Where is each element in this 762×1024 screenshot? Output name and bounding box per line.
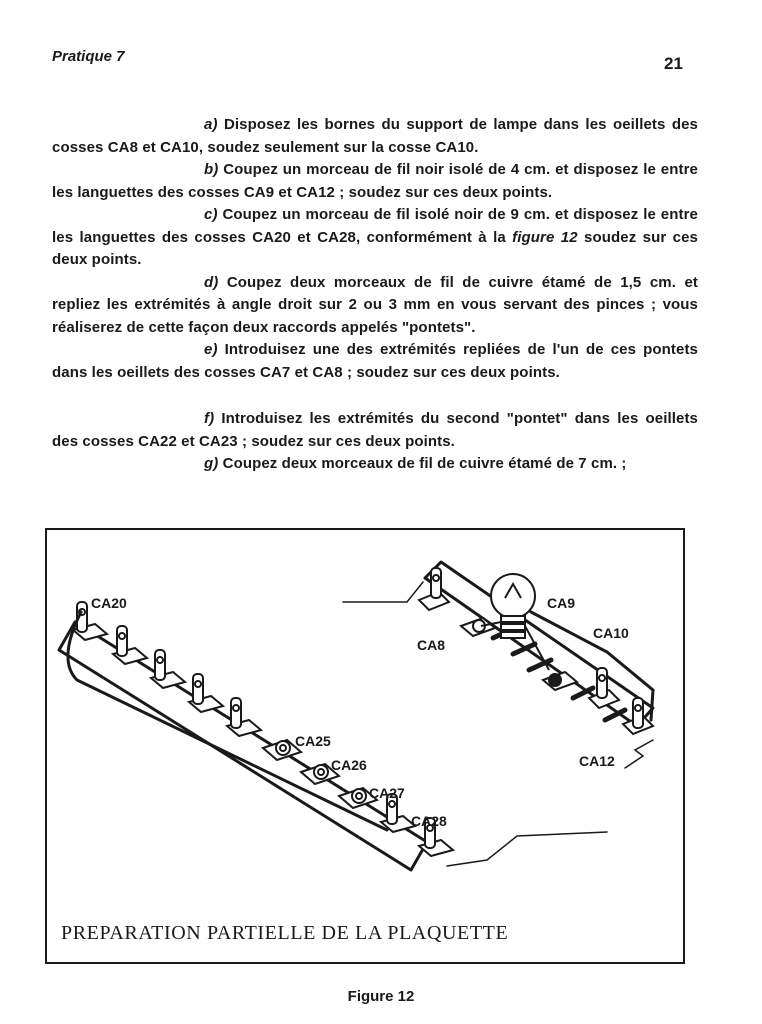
label-ca10: CA10 [593, 625, 629, 641]
lead-bottom [447, 832, 607, 866]
terminal-ca21 [113, 626, 147, 664]
label-ca8: CA8 [417, 637, 446, 653]
instructions [52, 114, 698, 476]
label-ca20: CA20 [91, 595, 127, 611]
page-number: 21 [664, 54, 683, 73]
figure-label: Figure 12 [347, 988, 415, 1005]
step-label: c) [204, 206, 218, 223]
step-d [52, 272, 698, 340]
step-text: Coupez deux morceaux de fil de cuivre étamé de 1,5 cm. et repliez les extrémités à angle droit sur 2 ou 3 mm en vous servant des pinces ; vous réaliserez de cette façon deux raccords appelés "pontets". [52, 273, 698, 336]
step-label: b) [204, 161, 219, 178]
label-ca25: CA25 [295, 733, 331, 749]
step-text: soudez sur ces deux points. [52, 228, 698, 268]
figure-frame [45, 528, 685, 964]
step-text: Coupez deux morceaux de fil de cuivre étamé de 7 cm. ; [222, 455, 627, 472]
label-ca12: CA12 [579, 753, 615, 769]
terminal-ca22 [151, 650, 185, 688]
lead-ca12 [625, 740, 653, 768]
step-a [52, 114, 698, 159]
terminal-ca24 [227, 698, 261, 736]
step-text: Coupez un morceau de fil isolé noir de 9 cm. et disposez le entre les languettes des cosses CA20 et CA28, conformément à la [52, 206, 698, 246]
step-text: Disposez les bornes du support de lampe dans les oeillets des cosses CA8 et CA10, soudez seulement sur la cosse CA10. [52, 116, 698, 156]
step-g [52, 453, 698, 476]
step-label: a) [204, 116, 218, 133]
label-ca9: CA9 [547, 595, 576, 611]
label-ca26: CA26 [331, 757, 367, 773]
step-label: f) [204, 410, 215, 427]
lead-left [343, 582, 423, 602]
step-e [52, 339, 698, 384]
step-label: d) [204, 273, 219, 291]
step-label: g) [204, 455, 219, 472]
label-ca27: CA27 [369, 785, 405, 801]
step-text: Introduisez les extrémités du second "pontet" dans les oeillets des cosses CA22 et CA23 ; soudez sur ces deux points. [52, 410, 698, 450]
board-strip-left [59, 622, 427, 870]
step-text: Coupez un morceau de fil noir isolé de 4 cm. et disposez le entre les languettes des cosses CA9 et CA12 ; soudez sur ces deux points. [52, 161, 698, 201]
step-c [52, 204, 698, 272]
circuit-board-illustration [47, 530, 683, 962]
header-section: Pratique 7 [52, 48, 125, 65]
label-ca28: CA28 [411, 813, 447, 829]
step-text: Introduisez une des extrémités repliées de l'un de ces pontets dans les oeillets des cosses CA7 et CA8 ; soudez sur ces deux points. [52, 341, 698, 381]
figure-reference: figure 12 [512, 228, 578, 246]
terminal-ca23 [189, 674, 223, 712]
terminals-left [73, 602, 453, 856]
figure-caption: PREPARATION PARTIELLE DE LA PLAQUETTE [61, 922, 509, 944]
step-label: e) [204, 341, 218, 358]
step-f [52, 408, 698, 453]
board-strip-right [425, 562, 653, 726]
step-b [52, 159, 698, 204]
